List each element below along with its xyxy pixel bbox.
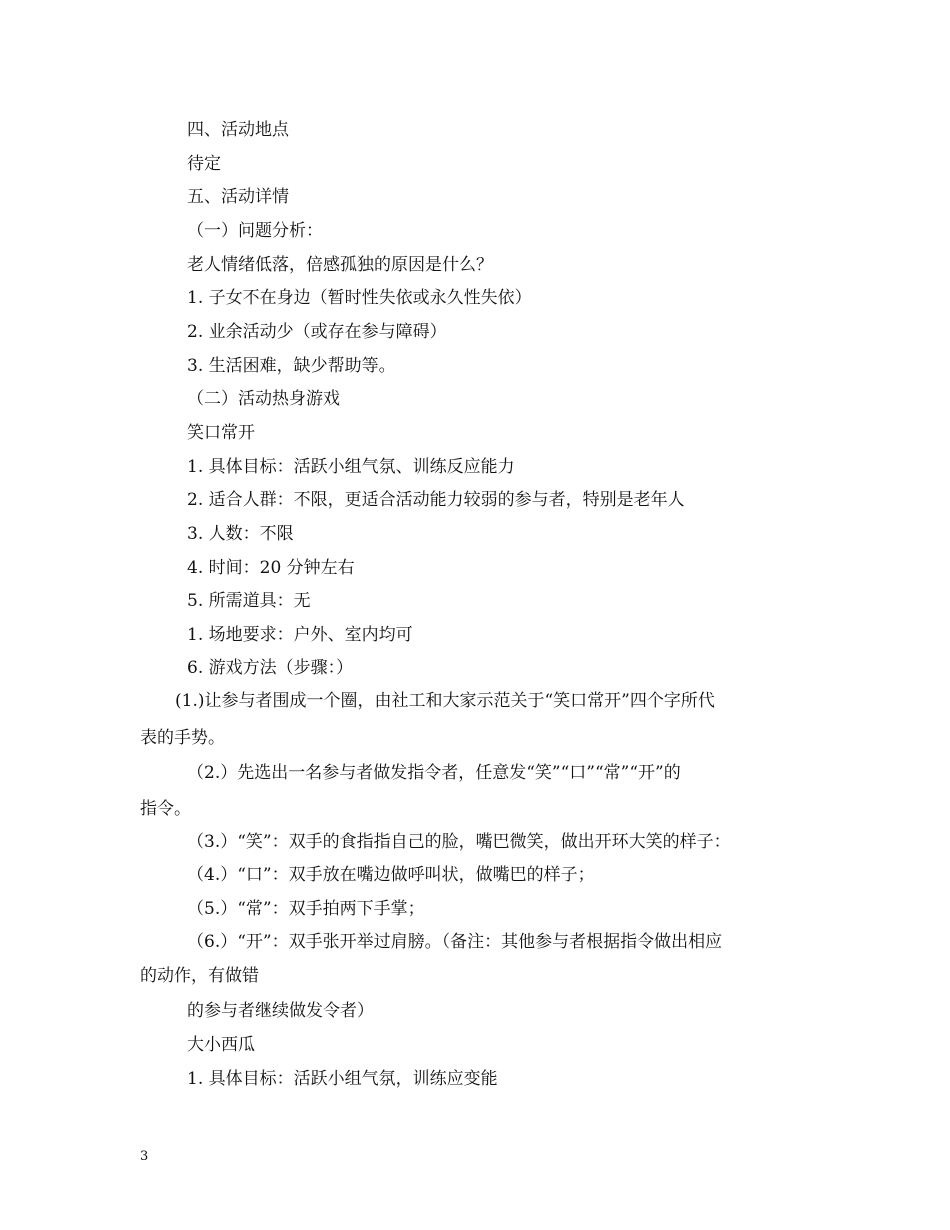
game-title: 大小西瓜 [187, 1035, 255, 1055]
game-title: 笑口常开 [187, 423, 255, 443]
list-item: 3. 人数：不限 [187, 524, 294, 544]
list-item: 2. 适合人群：不限，更适合活动能力较弱的参与者，特别是老年人 [187, 490, 685, 510]
text-line: 老人情绪低落，倍感孤独的原因是什么？ [187, 255, 493, 275]
subheading-problem-analysis: （一）问题分析： [187, 221, 323, 241]
step-paragraph-continuation: 表的手势。 [140, 728, 225, 748]
text-line: 的参与者继续做发令者） [187, 1001, 374, 1021]
step-paragraph: （3.）“笑”：双手的食指指自己的脸，嘴巴微笑，做出开环大笑的样子： [187, 832, 731, 852]
step-paragraph-continuation: 的动作，有做错 [140, 966, 259, 986]
list-item: 4. 时间：20 分钟左右 [187, 558, 355, 578]
heading-activity-details: 五、活动详情 [187, 187, 289, 207]
list-item: 1. 场地要求：户外、室内均可 [187, 625, 413, 645]
step-paragraph: （4.）“口”：双手放在嘴边做呼叫状，做嘴巴的样子； [187, 865, 595, 885]
step-paragraph: （5.）“常”：双手拍两下手掌； [187, 899, 425, 919]
step-paragraph-continuation: 指令。 [140, 799, 191, 819]
step-paragraph: （6.）“开”：双手张开举过肩膀。（备注：其他参与者根据指令做出相应 [187, 932, 723, 952]
heading-activity-location: 四、活动地点 [187, 120, 289, 140]
list-item: 3. 生活困难，缺少帮助等。 [187, 356, 396, 376]
step-paragraph: (1.)让参与者围成一个圈，由社工和大家示范关于“笑口常开”四个字所代 [175, 691, 715, 711]
list-item: 2. 业余活动少（或存在参与障碍） [187, 322, 447, 342]
list-item: 1. 子女不在身边（暂时性失依或永久性失依） [187, 288, 532, 308]
page-number: 3 [140, 1149, 149, 1164]
list-item: 6. 游戏方法（步骤：） [187, 658, 354, 678]
subheading-warmup-game: （二）活动热身游戏 [187, 389, 340, 409]
text-line: 待定 [187, 154, 221, 174]
step-paragraph: （2.）先选出一名参与者做发指令者，任意发“笑”“口”“常”“开”的 [187, 763, 681, 783]
list-item: 5. 所需道具：无 [187, 591, 311, 611]
list-item: 1. 具体目标：活跃小组气氛，训练应变能 [187, 1069, 498, 1089]
list-item: 1. 具体目标：活跃小组气氛、训练反应能力 [187, 457, 515, 477]
